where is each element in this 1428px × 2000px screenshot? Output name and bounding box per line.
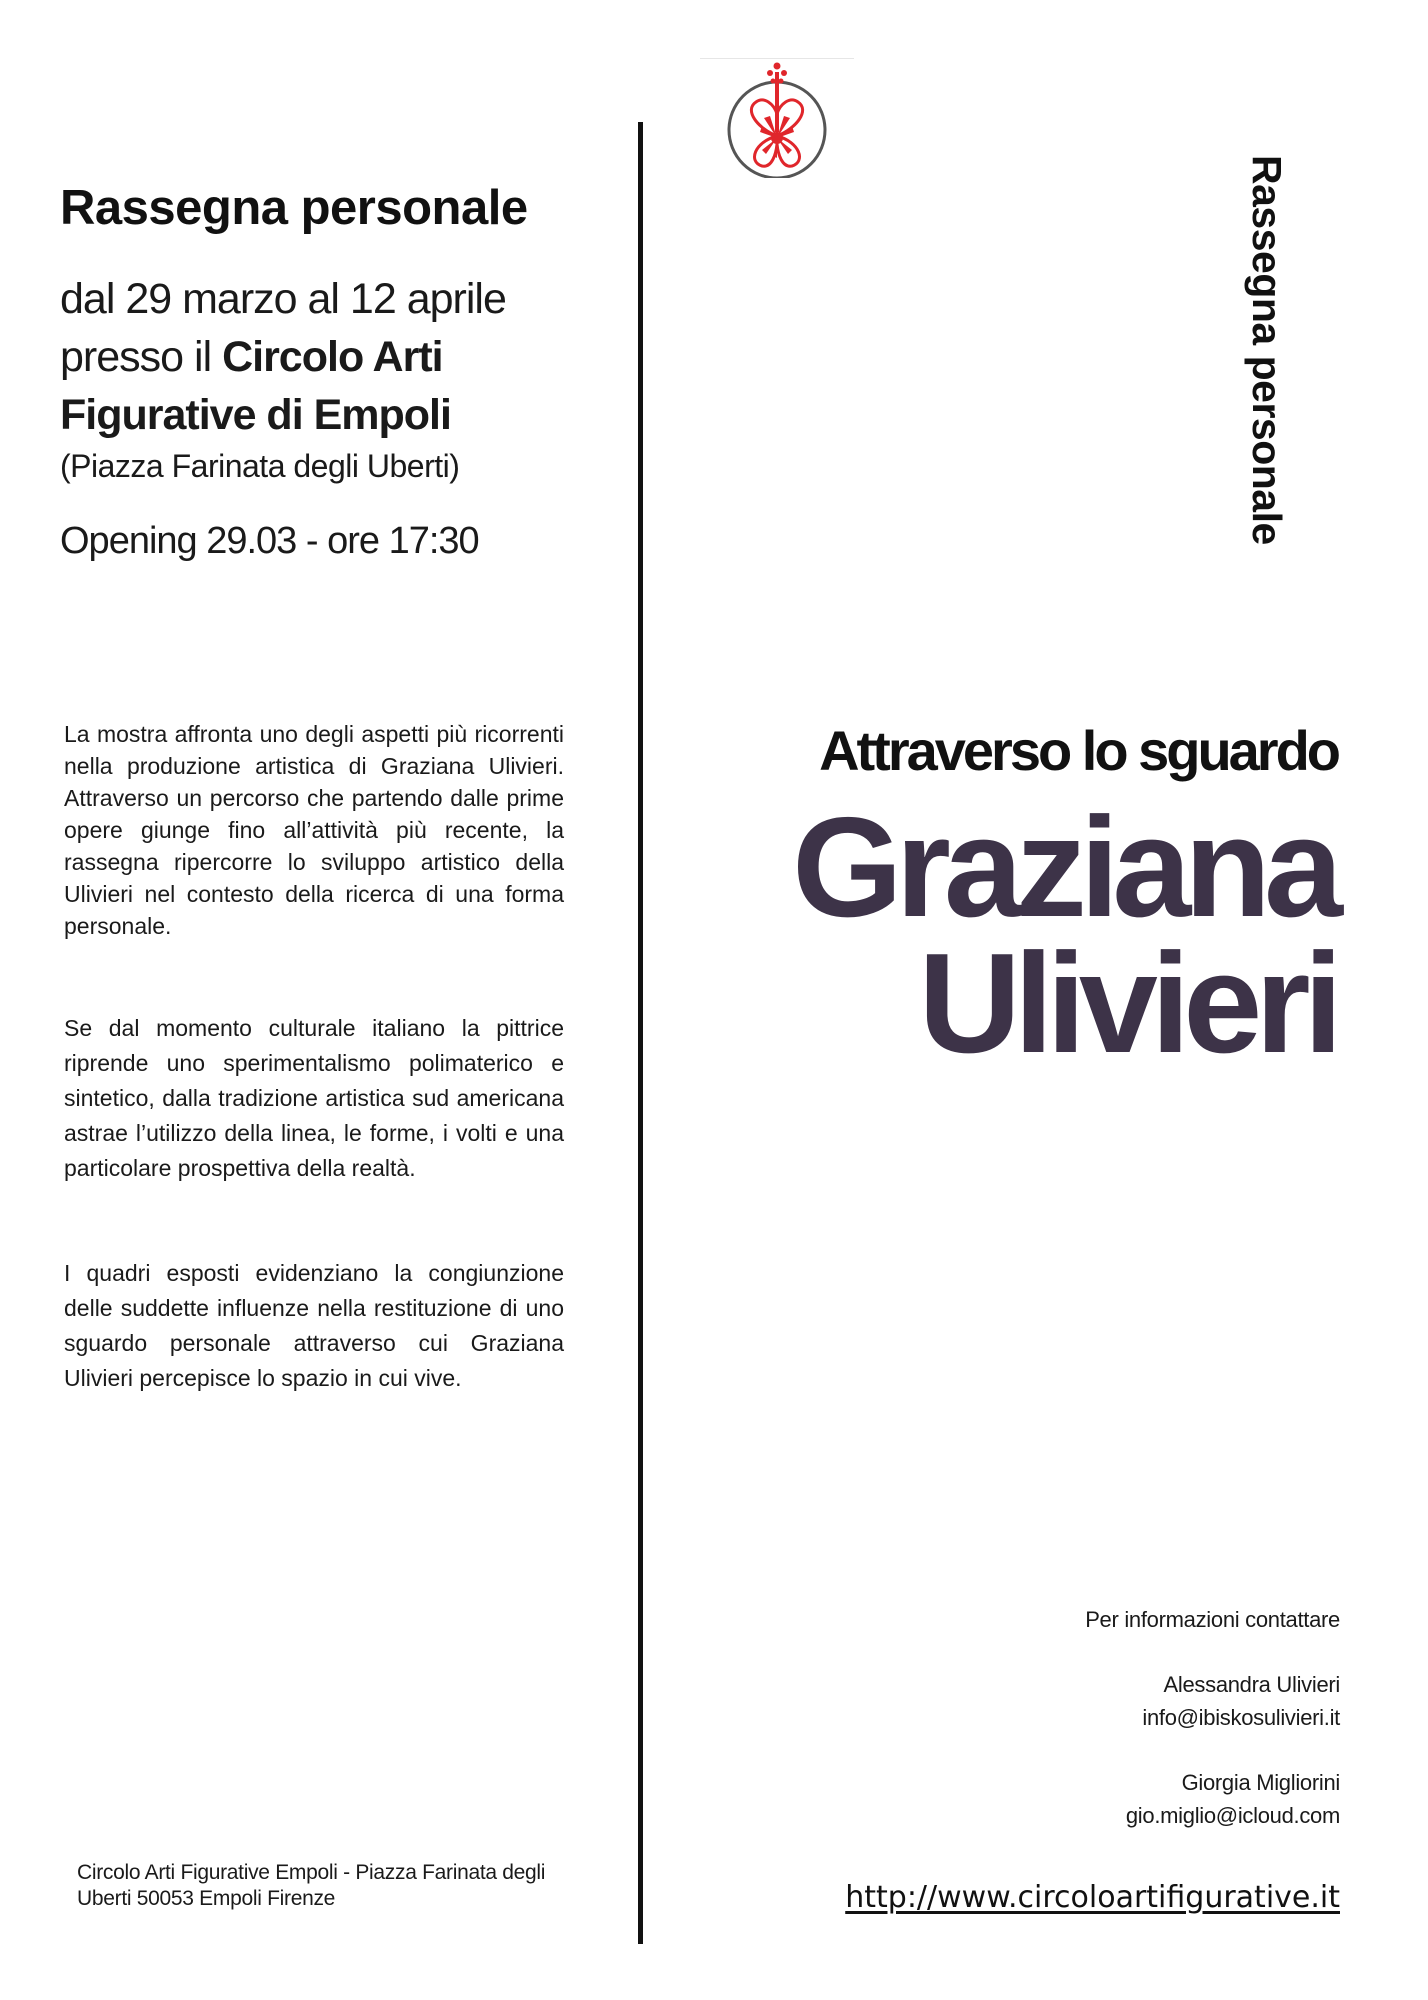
venue-line	[60, 328, 506, 386]
venue-name-part2: Figurative di Empoli	[60, 391, 451, 439]
description-paragraph-3: I quadri esposti evidenziano la congiunzione delle suddette influenze nella restituzione di uno sguardo personale attraverso cui Graziana Ulivieri percepisce lo spazio in cui vive.	[64, 1260, 564, 1391]
artist-last-name: Ulivieri	[918, 924, 1336, 1083]
contact-block	[1126, 1766, 1340, 1832]
description-paragraph-2: Se dal momento culturale italiano la pittrice riprende uno sperimentalismo polimaterico e sintetico, dalla tradizione artistica sud americana astrae l’utilizzo della linea, le forme, i volti e una particolare prospettiva della realtà.	[64, 1015, 564, 1181]
venue-prefix: presso il	[60, 333, 223, 381]
contact-block	[1142, 1668, 1340, 1734]
artist-name	[792, 788, 1336, 1083]
date-range: dal 29 marzo al 12 aprile	[60, 275, 506, 323]
hibiscus-logo-icon	[722, 58, 832, 178]
footer-address: Circolo Arti Figurative Empoli - Piazza Farinata degli Uberti 50053 Empoli Firenze	[77, 1861, 546, 1910]
opening-time: Opening 29.03 - ore 17:30	[60, 520, 479, 562]
artist-first-name: Graziana	[792, 788, 1336, 947]
vertical-title: Rassegna personale	[1244, 155, 1290, 545]
contact-name: Alessandra Ulivieri	[1163, 1672, 1340, 1697]
column-divider	[638, 122, 643, 1944]
exhibition-subtitle: Attraverso lo sguardo	[819, 719, 1338, 782]
contact-email-link[interactable]: gio.miglio@icloud.com	[1125, 1803, 1340, 1828]
page-title: Rassegna personale	[60, 181, 528, 235]
venue-address: (Piazza Farinata degli Uberti)	[60, 448, 460, 484]
website-link[interactable]: http://www.circoloartifigurative.it	[845, 1880, 1340, 1915]
description-paragraph-1: La mostra affronta uno degli aspetti più ricorrenti nella produzione artistica di Graziana Ulivieri. Attraverso un percorso che partendo dalle prime opere giunge fino all’attività più recente, la rassegna ripercorre lo sviluppo artistico della Ulivieri nel contesto della ricerca di una forma personale.	[64, 721, 564, 939]
contact-intro: Per informazioni contattare	[1085, 1607, 1340, 1632]
event-dates	[60, 270, 506, 444]
venue-name-part1: Circolo Arti	[222, 333, 443, 381]
contact-email-link[interactable]: info@ibiskosulivieri.it	[1142, 1705, 1340, 1730]
contact-name: Giorgia Migliorini	[1181, 1770, 1340, 1795]
